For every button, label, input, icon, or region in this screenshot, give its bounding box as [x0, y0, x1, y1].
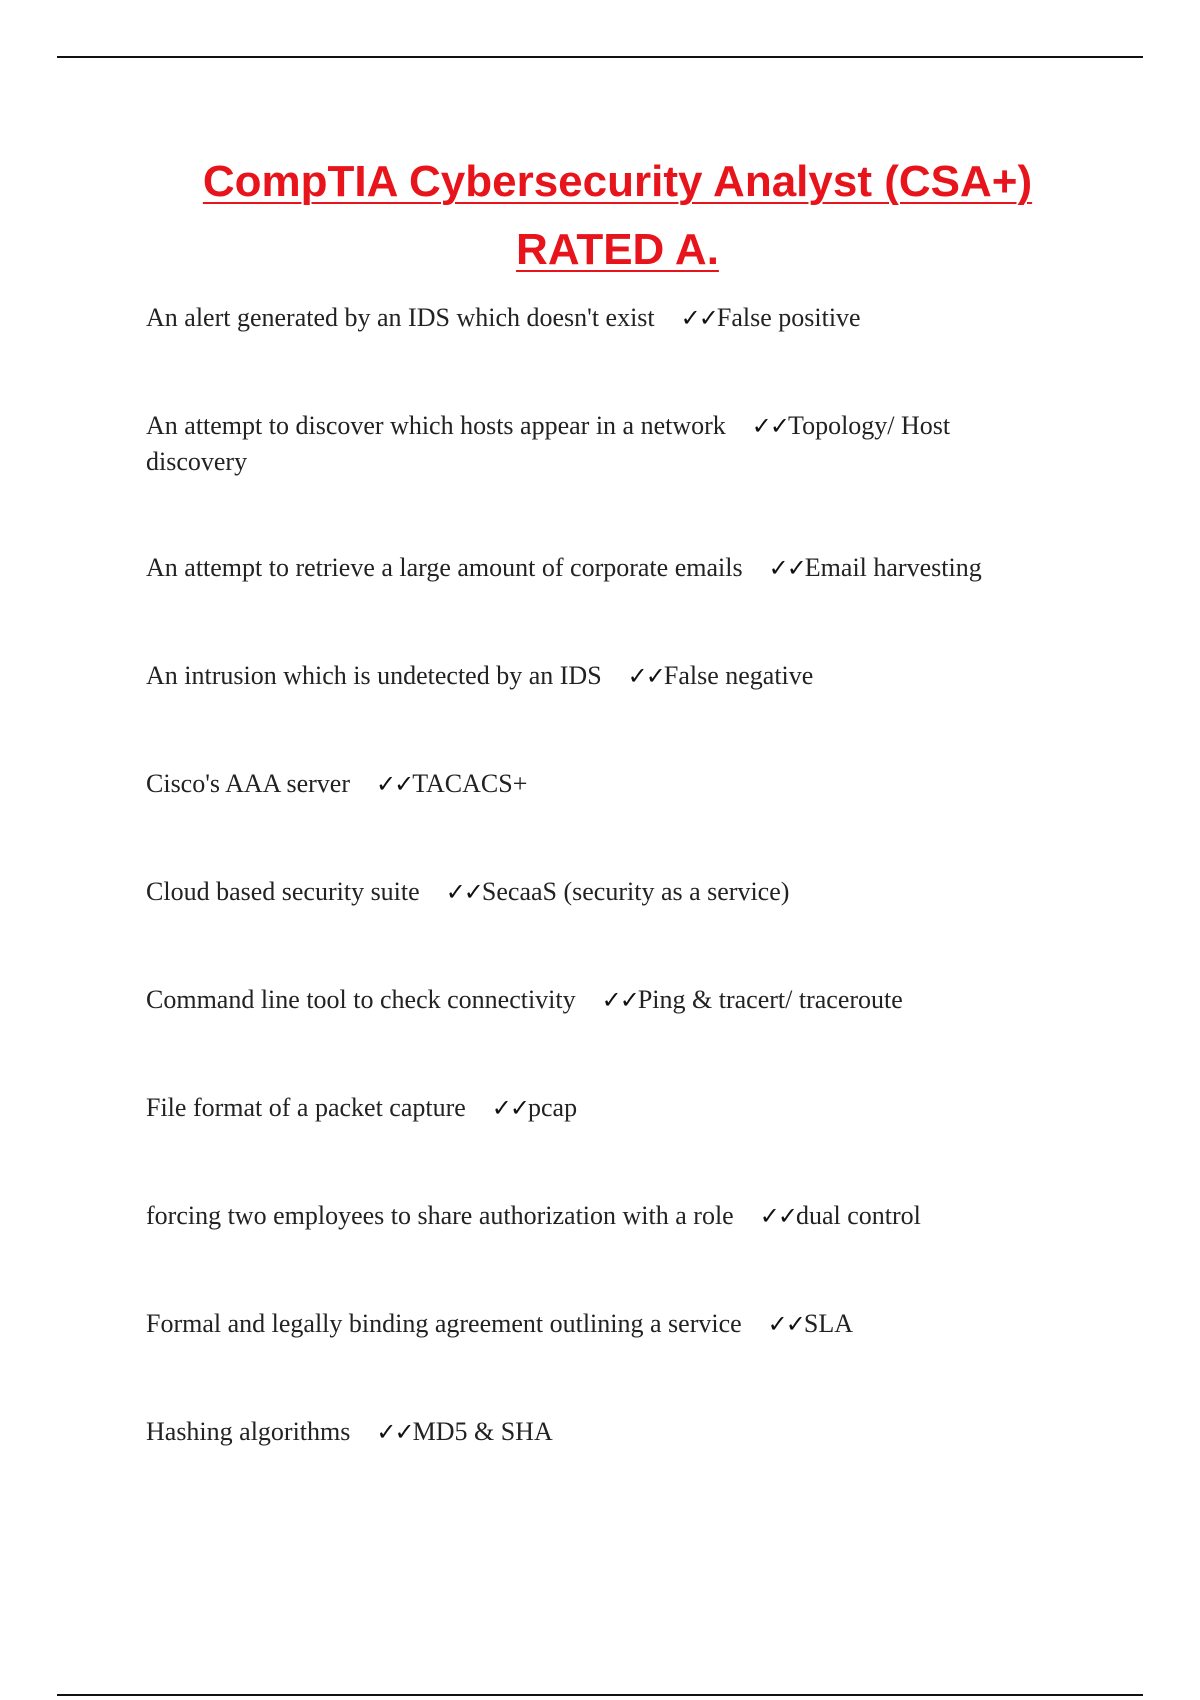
double-check-icon: ✓✓ [376, 1418, 413, 1446]
answer-text: Ping & tracert/ traceroute [637, 985, 903, 1014]
qa-item [146, 1306, 1086, 1342]
double-check-icon: ✓✓ [759, 1202, 796, 1230]
question-text: An attempt to retrieve a large amount of corporate emails [146, 553, 743, 582]
question-text: Formal and legally binding agreement outlining a service [146, 1309, 742, 1338]
qa-item [146, 874, 1086, 910]
answer-text: MD5 & SHA [412, 1417, 553, 1446]
double-check-icon: ✓✓ [491, 1094, 529, 1122]
title-line-2: RATED A. [516, 225, 719, 274]
answer-text: dual control [795, 1201, 921, 1230]
double-check-icon: ✓✓ [445, 878, 482, 906]
qa-item [146, 1414, 1086, 1450]
question-text: File format of a packet capture [146, 1093, 466, 1122]
double-check-icon: ✓✓ [680, 304, 717, 332]
double-check-icon: ✓✓ [627, 662, 664, 690]
answer-text: False negative [663, 661, 814, 690]
qa-item [146, 982, 1086, 1018]
double-check-icon: ✓✓ [767, 1310, 804, 1338]
qa-item [146, 1198, 1086, 1234]
double-check-icon: ✓✓ [376, 770, 413, 798]
qa-item [146, 658, 1086, 694]
double-check-icon: ✓✓ [601, 986, 638, 1014]
qa-item [146, 766, 1086, 802]
header-rule [57, 56, 1143, 58]
double-check-icon: ✓✓ [751, 412, 789, 440]
double-check-icon: ✓✓ [768, 554, 805, 582]
footer-rule [57, 1694, 1143, 1696]
question-text: Command line tool to check connectivity [146, 985, 576, 1014]
question-text: An intrusion which is undetected by an IDS [146, 661, 602, 690]
question-text: Cloud based security suite [146, 877, 420, 906]
question-text: An alert generated by an IDS which doesn't exist [146, 303, 655, 332]
question-text: Cisco's AAA server [146, 769, 351, 798]
question-text: Hashing algorithms [146, 1417, 351, 1446]
answer-text: Email harvesting [804, 553, 982, 582]
answer-text: TACACS+ [412, 769, 528, 798]
qa-item [146, 300, 1086, 336]
qa-item [146, 550, 1086, 586]
qa-item [146, 1090, 1086, 1126]
qa-item [146, 408, 1046, 480]
answer-text: SLA [803, 1309, 854, 1338]
answer-text: False positive [716, 303, 861, 332]
answer-text: pcap [528, 1093, 578, 1122]
question-text: forcing two employees to share authorization with a role [146, 1201, 734, 1230]
answer-text: Topology/ Host discovery [146, 411, 951, 476]
answer-text: SecaaS (security as a service) [481, 877, 790, 906]
document-title [0, 148, 1200, 284]
title-line-1: CompTIA Cybersecurity Analyst (CSA+) [202, 157, 1033, 206]
question-text: An attempt to discover which hosts appear in a network [146, 411, 726, 440]
